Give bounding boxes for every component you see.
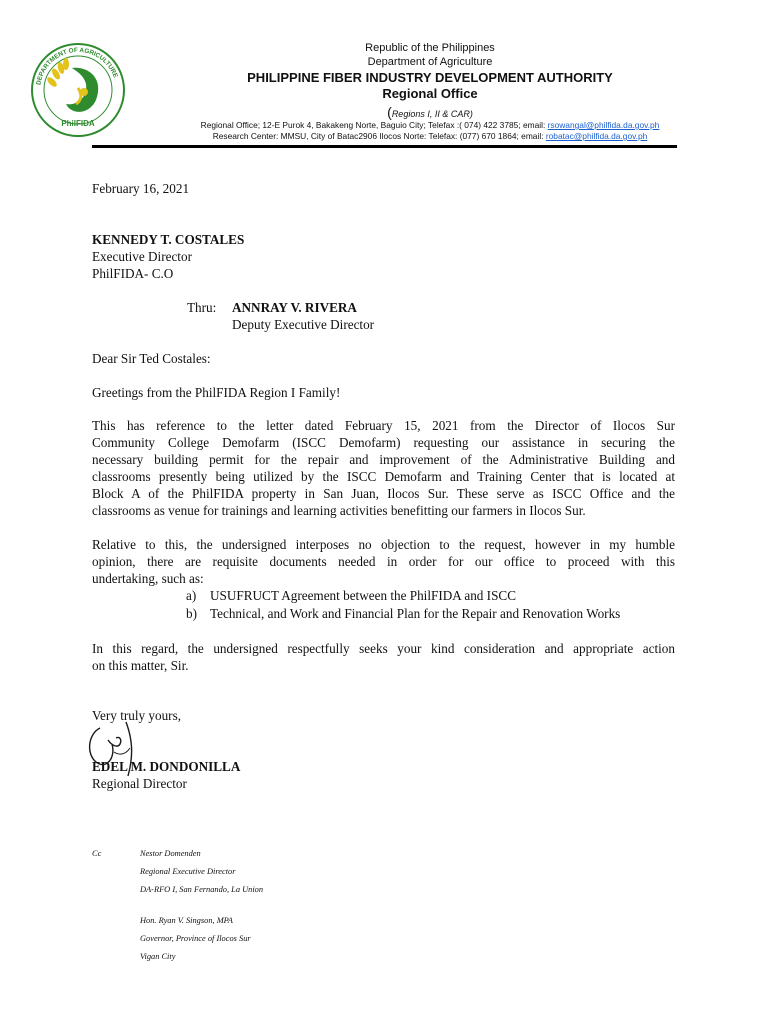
- paragraph-line: on this matter, Sir.: [92, 658, 189, 673]
- cc-line: Governor, Province of Ilocos Sur: [140, 934, 251, 943]
- cc-line: Nestor Domenden: [140, 849, 201, 858]
- paragraph-line: Block A of the PhilFIDA property in San Juan, Ilocos Sur. These serve as ISCC Office and the: [92, 486, 675, 501]
- paragraph-line: necessary building permit for the repair and improvement of the Administrative Building and: [92, 452, 675, 467]
- paragraph-line: opinion, there are requisite documents needed in order for our office to proceed with this: [92, 554, 675, 569]
- header-republic: Republic of the Philippines: [365, 42, 495, 54]
- paragraph-line: In this regard, the undersigned respectfully seeks your kind consideration and appropriate action: [92, 641, 675, 656]
- signatory-title: Regional Director: [92, 776, 187, 791]
- cc-label: Cc: [92, 849, 102, 858]
- thru-title: Deputy Executive Director: [232, 317, 375, 332]
- recipient-office: PhilFIDA- C.O: [92, 266, 174, 281]
- thru-name: ANNRAY V. RIVERA: [232, 300, 357, 315]
- cc-line: Hon. Ryan V. Singson, MPA: [140, 916, 233, 925]
- paragraph-request: [92, 640, 675, 674]
- paragraph-line: This has reference to the letter dated February 15, 2021 from the Director of Ilocos Sur: [92, 418, 675, 433]
- cc-line: Vigan City: [140, 952, 176, 961]
- paragraph-requisites: [92, 536, 675, 587]
- paragraph-line: undertaking, such as:: [92, 571, 204, 586]
- address-regional-text: Regional Office; 12-E Purok 4, Bakakeng Norte, Baguio City; Telefax :( 074) 422 3785; email:: [200, 120, 548, 130]
- header-department: Department of Agriculture: [367, 56, 493, 68]
- logo-wordmark: PhilFIDA: [61, 119, 95, 128]
- paragraph-line: Community College Demofarm (ISCC Demofarm) requesting our assistance in securing the: [92, 435, 675, 450]
- recipient-title: Executive Director: [92, 249, 192, 264]
- email-regional-link[interactable]: rsowangal@philfida.da.gov.ph: [547, 120, 660, 130]
- cc-line: Regional Executive Director: [140, 867, 236, 876]
- header-address-research: [130, 131, 730, 141]
- list-marker-b: b): [186, 606, 197, 621]
- list-item-plan: Technical, and Work and Financial Plan for the Repair and Renovation Works: [210, 606, 621, 621]
- header-regions-text: Regions I, II & CAR: [391, 109, 470, 119]
- philfida-logo: [28, 38, 128, 138]
- header-office: Regional Office: [382, 86, 478, 101]
- paragraph-line: Relative to this, the undersigned interposes no objection to the request, however in my humble: [92, 537, 675, 552]
- thru-label: Thru:: [187, 300, 217, 315]
- paragraph-reference: [92, 417, 675, 519]
- list-marker-a: a): [186, 588, 197, 603]
- closing: Very truly yours,: [92, 708, 182, 723]
- letter-date: February 16, 2021: [92, 181, 190, 196]
- address-research-text: Research Center: MMSU, City of Batac2906 Ilocos Norte: Telefax: (077) 670 1864; email:: [212, 131, 546, 141]
- header-divider: [92, 145, 677, 148]
- greeting: Greetings from the PhilFIDA Region I Family!: [92, 385, 341, 400]
- recipient-name: KENNEDY T. COSTALES: [92, 232, 245, 247]
- header-address-regional: [130, 120, 730, 130]
- signatory-name: EDEL M. DONDONILLA: [92, 759, 241, 774]
- paragraph-line: classrooms presently being utilized by the ISCC Demofarm and Training Center that is located at: [92, 469, 675, 484]
- salutation: Dear Sir Ted Costales:: [92, 351, 211, 366]
- paragraph-line: classrooms as venue for trainings and learning activities benefitting our farmers in Ilocos Sur.: [92, 503, 586, 518]
- logo-ring-text: DEPARTMENT OF AGRICULTURE: [35, 46, 119, 86]
- header-authority: PHILIPPINE FIBER INDUSTRY DEVELOPMENT AUTHORITY: [247, 70, 613, 85]
- header-regions: (Regions I, II & CAR): [387, 104, 473, 120]
- list-item-usufruct: USUFRUCT Agreement between the PhilFIDA and ISCC: [210, 588, 516, 603]
- email-research-link[interactable]: robatac@philfida.da.gov.ph: [545, 131, 648, 141]
- cc-line: DA-RFO I, San Fernando, La Union: [140, 885, 264, 894]
